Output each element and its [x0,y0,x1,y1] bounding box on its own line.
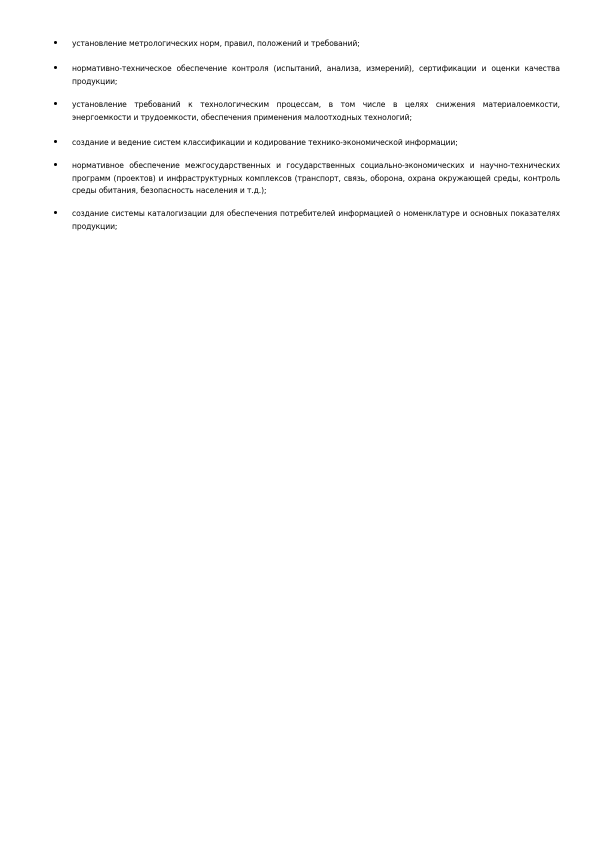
bullet-icon [54,66,57,69]
list-item-text: нормативное обеспечение межгосударственных и государственных социально-экономических и научно-технических программ (проектов) и инфраструктурных комплексов (транспорт, связь, оборона, охрана окружающей среды, контроль среды обитания, безопасность населения и т.д.); [72,161,560,195]
list-item-text: установление требований к технологическим процессам, в том числе в целях снижения материалоемкости, энергоемкости и трудоемкости, обеспечения применения малоотходных технологий; [72,100,560,122]
list-item-text: создание и ведение систем классификации и кодирование технико-экономической информации; [72,138,458,147]
bullet-icon [54,102,57,105]
list-item-text: нормативно-техническое обеспечение контроля (испытаний, анализа, измерений), сертификации и оценки качества продукции; [72,64,560,86]
bullet-icon [54,41,57,44]
list-item-text: установление метрологических норм, правил, положений и требований; [72,39,360,48]
list-item-text: создание системы каталогизации для обеспечения потребителей информацией о номенклатуре и основных показателях продукции; [72,209,560,231]
bullet-icon [54,140,57,143]
bullet-icon [54,211,57,214]
bullet-icon [54,163,57,166]
